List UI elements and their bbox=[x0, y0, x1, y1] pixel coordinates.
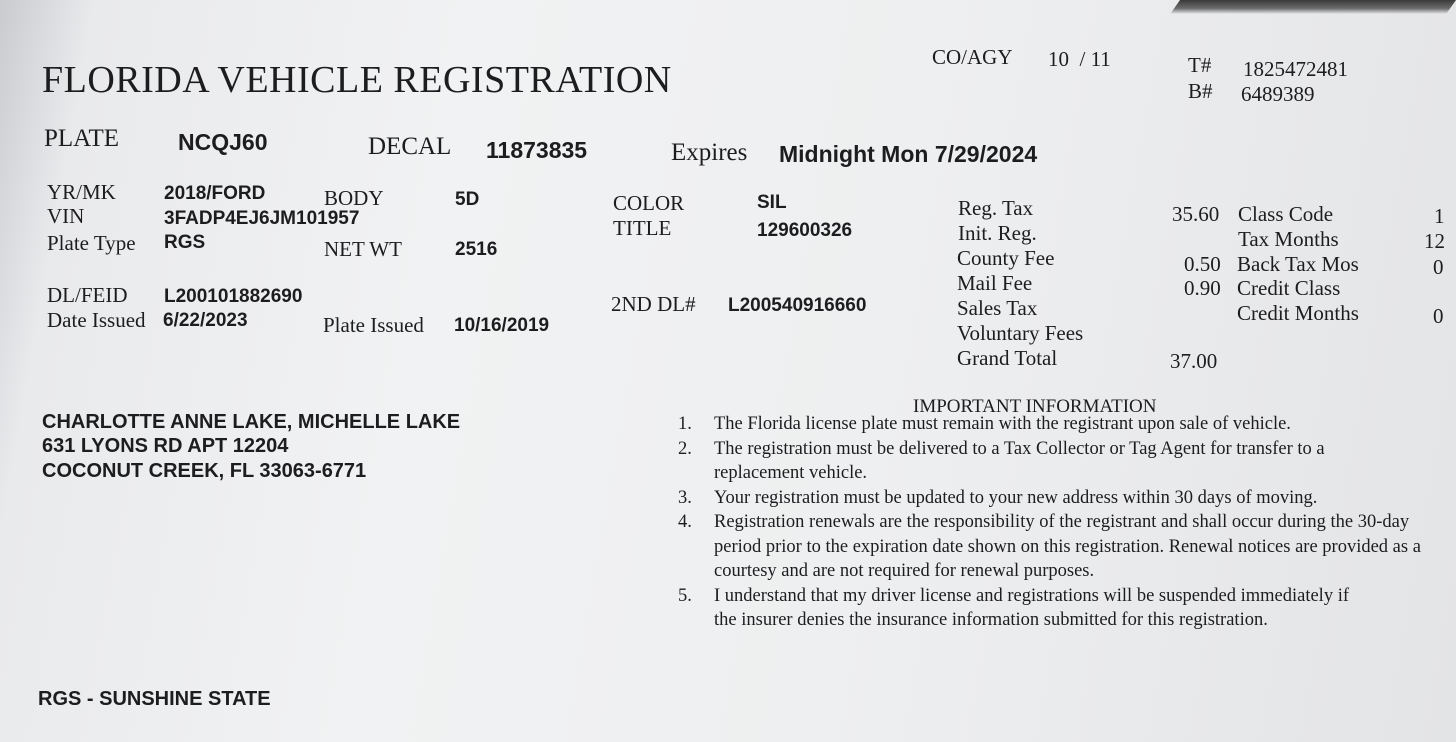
mail-fee-label: Mail Fee bbox=[957, 271, 1033, 295]
registrant-street: 631 LYONS RD APT 12204 bbox=[42, 435, 289, 457]
credit-months-value: 0 bbox=[1433, 304, 1444, 328]
net-wt-label: NET WT bbox=[324, 237, 402, 261]
back-tax-mos-label: Back Tax Mos bbox=[1237, 252, 1359, 276]
second-dl-label: 2ND DL# bbox=[611, 292, 696, 316]
county-fee-label: County Fee bbox=[957, 246, 1055, 270]
info-item-text: The registration must be delivered to a Tax Collector or Tag Agent for transfer to a replacement vehicle. bbox=[714, 438, 1325, 483]
title-label: TITLE bbox=[613, 216, 672, 240]
vin-value: 3FADP4EJ6JM101957 bbox=[164, 208, 360, 229]
info-item-number: 1. bbox=[678, 414, 692, 434]
important-info-list bbox=[678, 412, 1448, 633]
registrant-city: COCONUT CREEK, FL 33063-6771 bbox=[42, 460, 367, 482]
info-item-number: 2. bbox=[678, 438, 692, 459]
county-fee-value: 0.50 bbox=[1184, 252, 1221, 276]
plate-series-footer: RGS - SUNSHINE STATE bbox=[38, 688, 271, 710]
sales-tax-label: Sales Tax bbox=[957, 296, 1038, 320]
decal-value: 11873835 bbox=[486, 137, 588, 163]
info-item-3 bbox=[678, 486, 1448, 511]
paper-shadow-edge bbox=[1170, 0, 1456, 14]
grand-total-value: 37.00 bbox=[1170, 349, 1218, 373]
back-tax-mos-value: 0 bbox=[1433, 255, 1444, 279]
info-item-text: I understand that my driver license and registrations will be suspended immediately if the insurer denies the insurance information submitted for this registration. bbox=[714, 585, 1349, 630]
class-code-label: Class Code bbox=[1238, 202, 1334, 226]
voluntary-fees-label: Voluntary Fees bbox=[957, 321, 1084, 345]
b-number-value: 6489389 bbox=[1241, 82, 1315, 106]
title-value: 129600326 bbox=[757, 220, 853, 241]
second-dl-value: L200540916660 bbox=[728, 295, 867, 316]
registrant-names: CHARLOTTE ANNE LAKE, MICHELLE LAKE bbox=[42, 411, 461, 433]
reg-tax-label: Reg. Tax bbox=[958, 196, 1034, 220]
body-label: BODY bbox=[324, 186, 384, 210]
dl-feid-label: DL/FEID bbox=[47, 283, 128, 307]
co-agy-label: CO/AGY bbox=[932, 45, 1013, 69]
decal-label: DECAL bbox=[368, 133, 452, 160]
credit-class-label: Credit Class bbox=[1237, 276, 1341, 300]
class-code-value: 1 bbox=[1434, 204, 1445, 228]
mail-fee-value: 0.90 bbox=[1184, 276, 1221, 300]
info-item-text: Your registration must be updated to your new address within 30 days of moving. bbox=[714, 487, 1318, 508]
date-issued-label: Date Issued bbox=[47, 308, 146, 332]
grand-total-label: Grand Total bbox=[957, 346, 1058, 370]
important-info-heading: IMPORTANT INFORMATION bbox=[913, 396, 1157, 417]
init-reg-label: Init. Reg. bbox=[958, 221, 1037, 245]
co-agy-value: 10 / 11 bbox=[1048, 47, 1111, 71]
tax-months-label: Tax Months bbox=[1238, 227, 1339, 251]
net-wt-value: 2516 bbox=[455, 239, 498, 260]
info-item-number: 5. bbox=[678, 585, 692, 606]
reg-tax-value: 35.60 bbox=[1172, 202, 1220, 226]
b-number-label: B# bbox=[1188, 79, 1213, 103]
color-value: SIL bbox=[757, 192, 787, 213]
t-number-label: T# bbox=[1188, 53, 1212, 77]
plate-type-label: Plate Type bbox=[47, 231, 136, 255]
color-label: COLOR bbox=[613, 191, 685, 215]
plate-type-value: RGS bbox=[164, 232, 206, 253]
info-item-2 bbox=[678, 437, 1414, 486]
body-value: 5D bbox=[455, 189, 480, 210]
plate-issued-label: Plate Issued bbox=[323, 313, 424, 337]
plate-issued-value: 10/16/2019 bbox=[454, 315, 550, 336]
dl-feid-value: L200101882690 bbox=[164, 286, 303, 307]
info-item-1 bbox=[678, 412, 1448, 437]
plate-label: PLATE bbox=[44, 125, 119, 152]
date-issued-value: 6/22/2023 bbox=[163, 310, 248, 331]
info-item-number: 3. bbox=[678, 487, 692, 508]
info-item-5 bbox=[678, 584, 1354, 633]
tax-months-value: 12 bbox=[1424, 229, 1445, 253]
info-item-text: Registration renewals are the responsibility of the registrant and shall occur during the 30-day period prior to the expiration date shown on this registration. Renewal notices are provided as a courtesy and are not required for renewal purposes. bbox=[714, 512, 1421, 581]
info-item-text: The Florida license plate must remain with the registrant upon sale of vehicle. bbox=[714, 414, 1291, 434]
expires-value: Midnight Mon 7/29/2024 bbox=[779, 141, 1038, 167]
expires-label: Expires bbox=[671, 139, 748, 166]
yrmk-label: YR/MK bbox=[47, 180, 116, 204]
plate-value: NCQJ60 bbox=[178, 129, 268, 155]
yrmk-value: 2018/FORD bbox=[164, 183, 266, 204]
credit-months-label: Credit Months bbox=[1237, 301, 1359, 325]
t-number-value: 1825472481 bbox=[1243, 57, 1348, 81]
info-item-number: 4. bbox=[678, 512, 692, 532]
vin-label: VIN bbox=[47, 204, 85, 228]
info-item-4 bbox=[678, 510, 1454, 584]
document-title: FLORIDA VEHICLE REGISTRATION bbox=[42, 59, 672, 101]
